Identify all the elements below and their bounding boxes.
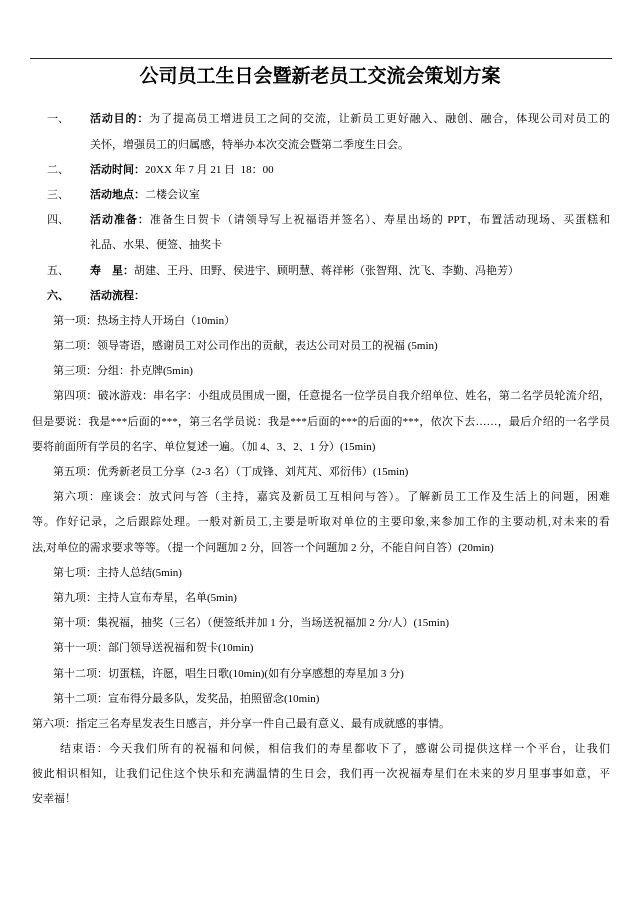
section-text: 为了提高员工增进员工之间的交流，让新员工更好融入、融创、融合，体现公司对员工的 (149, 113, 610, 126)
section-text: 胡建、王丹、田野、侯进宇、顾明慧、蒋祥彬（张智翔、沈飞、李勤、冯艳芳） (134, 264, 519, 277)
section-number: 四、 (47, 214, 69, 227)
flow-item-text: 第十二项：宣布得分最多队，发奖品，拍照留念(10min) (53, 692, 320, 705)
section-number: 五、 (47, 264, 69, 277)
flow-item-continued (0, 536, 640, 561)
section-purpose (0, 107, 640, 132)
section-number: 三、 (47, 188, 69, 201)
flow-item (0, 687, 640, 712)
flow-item-text: 等。作好记录，之后跟踪处理。一般对新员工,主要是听取对单位的主要印象,来参加工作的主要动机,对未来的看 (32, 516, 610, 529)
flow-item-continued (0, 435, 640, 460)
section-number: 一、 (47, 113, 69, 126)
flow-item (0, 359, 640, 384)
final-item-text: 第六项：指定三名寿星发表生日感言，并分享一件自己最有意义、最有成就感的事情。 (32, 717, 450, 730)
section-label: 活动目的： (90, 113, 150, 126)
section-preparation (0, 208, 640, 233)
closing-text: 彼此相识相知，让我们记住这个快乐和充满温情的生日会，我们再一次祝福寿星们在未来的岁月里事事如意，平 (32, 768, 610, 781)
flow-item-text: 第十一项：部门领导送祝福和贺卡(10min) (53, 642, 254, 655)
flow-item (0, 460, 640, 485)
section-location (0, 183, 640, 208)
flow-item (0, 586, 640, 611)
section-text: 二楼会议室 (145, 188, 200, 201)
section-number: 六、 (47, 289, 69, 302)
section-text: 礼品、水果、便签、抽奖卡 (90, 239, 222, 252)
closing-text: 安幸福！ (32, 793, 76, 806)
final-item (0, 712, 640, 737)
flow-item (0, 309, 640, 334)
document-body (0, 107, 640, 812)
flow-item-text: 但是要说：我是***后面的***，第三名学员说：我是***后面的***的后面的***，依次下去……，最后介绍的一名学员 (32, 415, 610, 428)
flow-item (0, 662, 640, 687)
section-line (90, 208, 610, 233)
flow-item (0, 485, 640, 510)
section-text: 关怀，增强员工的归属感，特举办本次交流会暨第二季度生日会。 (90, 138, 409, 151)
section-preparation-continued (0, 233, 640, 258)
flow-item-text: 第二项：领导寄语，感谢员工对公司作出的贡献，表达公司对员工的祝福 (5min) (53, 340, 438, 353)
flow-item-text: 第六项：座谈会：放式问与答（主持，嘉宾及新员工互相问与答）。了解新员工工作及生活上的问题，困难 (53, 491, 610, 504)
flow-item-text: 第四项：破冰游戏：串名字：小组成员围成一圈，任意提名一位学员自我介绍单位、姓名，第二名学员轮流介绍， (53, 390, 610, 403)
closing-text: 结束语：今天我们所有的祝福和问候，相信我们的寿星都收下了，感谢公司提供这样一个平台，让我们 (60, 743, 610, 756)
closing-paragraph-continued (0, 787, 640, 812)
flow-item-text: 第九项：主持人宣布寿星，名单(5min) (53, 591, 237, 604)
section-text: 20XX 年 7 月 21 日 18：00 (145, 163, 274, 176)
flow-item (0, 561, 640, 586)
section-time (0, 158, 640, 183)
flow-item-text: 要将前面所有学员的名字、单位复述一遍。（加 4、3、2、1 分）(15min) (32, 440, 376, 453)
section-birthday-people (0, 259, 640, 284)
section-number: 二、 (47, 163, 69, 176)
section-label: 活动地点： (90, 188, 145, 201)
flow-item (0, 334, 640, 359)
closing-paragraph-continued (0, 762, 640, 787)
document-title: 公司员工生日会暨新老员工交流会策划方案 (139, 66, 501, 87)
section-label: 寿 星： (90, 264, 134, 277)
section-line (90, 183, 610, 208)
section-line (90, 284, 610, 309)
section-purpose-continued (0, 133, 640, 158)
flow-item-text: 第三项：分组：扑克牌(5min) (53, 365, 193, 378)
flow-item-text: 第十项：集祝福，抽奖（三名）（便签纸并加 1 分，当场送祝福加 2 分/人）(15min) (53, 617, 449, 630)
flow-item (0, 384, 640, 409)
flow-item (0, 611, 640, 636)
section-line (90, 259, 610, 284)
flow-item-continued (0, 510, 640, 535)
flow-item-text: 第一项：热场主持人开场白（10min） (53, 314, 236, 327)
flow-item-text: 第十二项：切蛋糕，许愿，唱生日歌(10min)(如有分享感想的寿星加 3 分) (53, 667, 404, 680)
section-label: 活动准备： (90, 214, 150, 227)
flow-item-text: 第七项：主持人总结(5min) (53, 566, 182, 579)
section-line (90, 107, 610, 132)
section-label: 活动流程： (90, 289, 145, 302)
section-label: 活动时间： (90, 163, 145, 176)
flow-item-continued (0, 410, 640, 435)
section-text: 准备生日贺卡（请领导写上祝福语并签名）、寿星出场的 PPT，布置活动现场、买蛋糕和 (149, 214, 611, 227)
header-rule (30, 58, 612, 59)
flow-item-text: 法,对单位的需求要求等等。（提一个问题加 2 分，回答一个问题加 2 分，不能自问自答）(20min) (32, 541, 494, 554)
section-line (90, 158, 610, 183)
flow-item-text: 第五项：优秀新老员工分享（2-3 名）（丁成锋、刘芃芃、邓衍伟）(15min) (53, 466, 409, 479)
closing-paragraph (0, 737, 640, 762)
flow-item (0, 636, 640, 661)
section-procedure (0, 284, 640, 309)
